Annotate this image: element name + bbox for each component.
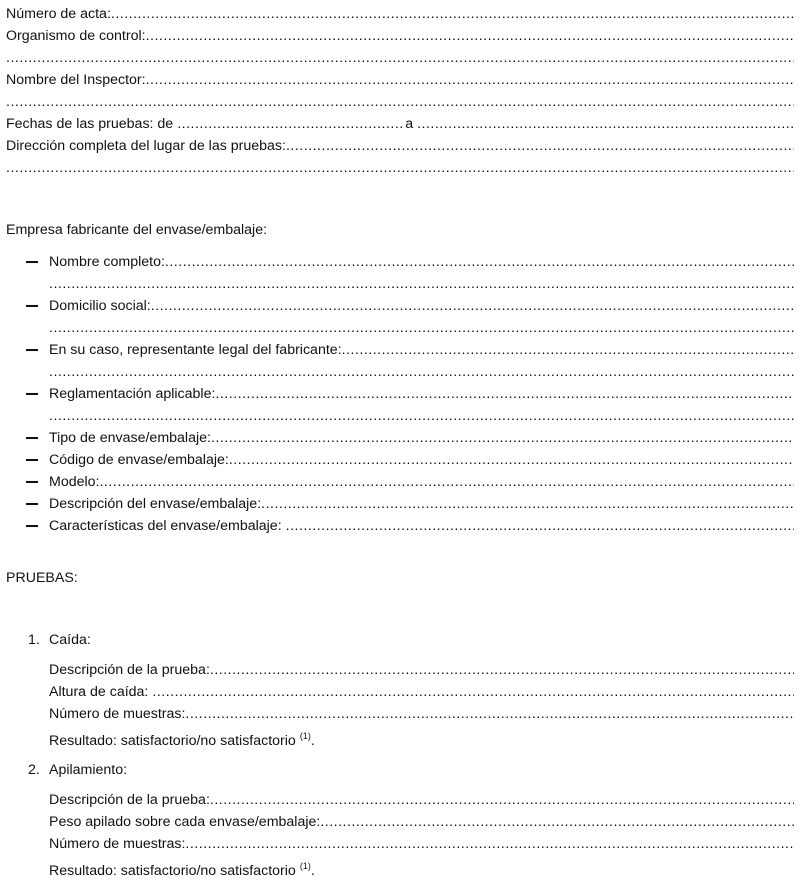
caida-muestras-dotted-field[interactable] — [185, 703, 794, 725]
bullet-dash — [26, 459, 38, 461]
bullet-dash — [26, 393, 38, 395]
organismo-continuation-line — [6, 47, 794, 69]
altura-dotted-field[interactable] — [152, 681, 794, 703]
inspector-dotted-field[interactable] — [146, 69, 794, 91]
fechas-line — [6, 113, 794, 135]
apilamiento-muestras-dotted-field[interactable] — [185, 833, 794, 855]
reglamentacion-dotted-field[interactable] — [215, 383, 794, 405]
acta-line — [6, 3, 794, 25]
nombre-completo-dotted-field-2[interactable] — [49, 273, 794, 295]
nombre-completo-dotted-field[interactable] — [165, 251, 794, 273]
bullet-dash — [26, 349, 38, 351]
direccion-dotted-field[interactable] — [286, 135, 794, 157]
caida-footnote-ref: (1) — [299, 731, 311, 741]
apilamiento-muestras-line — [49, 833, 794, 855]
caracteristicas-line — [49, 515, 794, 537]
descripcion-envase-dotted-field[interactable] — [261, 493, 794, 515]
caida-resultado-label: Resultado: satisfactorio/no satisfactorio — [49, 733, 296, 747]
apilamiento-descripcion-line — [49, 789, 794, 811]
acta-dotted-field[interactable] — [111, 3, 794, 25]
representante-dotted-field-2[interactable] — [49, 361, 794, 383]
representante-continuation-line — [49, 361, 794, 383]
representante-label: En su caso, representante legal del fabricante: — [49, 342, 342, 358]
apilamiento-descripcion-label: Descripción de la prueba: — [49, 792, 210, 808]
reglamentacion-line — [49, 383, 794, 405]
inspector-dotted-field-2[interactable] — [6, 91, 794, 113]
reglamentacion-dotted-field-2[interactable] — [49, 405, 794, 427]
caracteristicas-label: Características del envase/embalaje: — [49, 518, 282, 534]
peso-dotted-field[interactable] — [320, 811, 794, 833]
fechas-a-label: a — [405, 116, 414, 132]
caida-resultado-period: . — [310, 733, 315, 747]
representante-line — [49, 339, 794, 361]
modelo-line — [49, 471, 794, 493]
fechas-de-label: Fechas de las pruebas: de — [6, 116, 174, 132]
caida-title: Caída: — [49, 632, 91, 648]
caida-resultado-line — [49, 725, 794, 747]
inspector-continuation-line — [6, 91, 794, 113]
modelo-dotted-field[interactable] — [99, 471, 794, 493]
organismo-dotted-field[interactable] — [146, 25, 794, 47]
inspector-line — [6, 69, 794, 91]
bullet-dash — [26, 261, 38, 263]
direccion-dotted-field-2[interactable] — [6, 157, 794, 179]
codigo-label: Código de envase/embalaje: — [49, 452, 229, 468]
fecha-fin-dotted-field[interactable] — [417, 113, 794, 135]
domicilio-line — [49, 295, 794, 317]
direccion-line — [6, 135, 794, 157]
altura-label: Altura de caída: — [49, 684, 149, 700]
fecha-inicio-dotted-field[interactable] — [177, 113, 405, 135]
reglamentacion-continuation-line — [49, 405, 794, 427]
nombre-completo-label: Nombre completo: — [49, 254, 165, 270]
tipo-dotted-field[interactable] — [211, 427, 794, 449]
peso-line — [49, 811, 794, 833]
apilamiento-resultado-period: . — [310, 863, 315, 877]
nombre-completo-line — [49, 251, 794, 273]
apilamiento-muestras-label: Número de muestras: — [49, 836, 186, 852]
organismo-line — [6, 25, 794, 47]
apilamiento-title: Apilamiento: — [49, 762, 128, 778]
domicilio-dotted-field[interactable] — [151, 295, 794, 317]
caida-number: 1. — [28, 632, 40, 648]
codigo-dotted-field[interactable] — [229, 449, 794, 471]
altura-line — [49, 681, 794, 703]
caida-muestras-line — [49, 703, 794, 725]
bullet-dash — [26, 525, 38, 527]
modelo-label: Modelo: — [49, 474, 100, 490]
organismo-label: Organismo de control: — [6, 28, 146, 44]
acta-label: Número de acta: — [6, 6, 111, 22]
caida-muestras-label: Número de muestras: — [49, 706, 186, 722]
tipo-line — [49, 427, 794, 449]
bullet-dash — [26, 305, 38, 307]
organismo-dotted-field-2[interactable] — [6, 47, 794, 69]
tipo-label: Tipo de envase/embalaje: — [49, 430, 211, 446]
apilamiento-resultado-label: Resultado: satisfactorio/no satisfactorio — [49, 863, 296, 877]
domicilio-label: Domicilio social: — [49, 298, 151, 314]
empresa-heading: Empresa fabricante del envase/embalaje: — [6, 222, 268, 238]
peso-label: Peso apilado sobre cada envase/embalaje: — [49, 814, 321, 830]
caida-descripcion-dotted-field[interactable] — [210, 659, 794, 681]
domicilio-continuation-line — [49, 317, 794, 339]
descripcion-envase-label: Descripción del envase/embalaje: — [49, 496, 262, 512]
codigo-line — [49, 449, 794, 471]
caracteristicas-dotted-field[interactable] — [286, 515, 794, 537]
representante-dotted-field[interactable] — [342, 339, 794, 361]
caida-descripcion-line — [49, 659, 794, 681]
bullet-dash — [26, 437, 38, 439]
descripcion-envase-line — [49, 493, 794, 515]
domicilio-dotted-field-2[interactable] — [49, 317, 794, 339]
apilamiento-descripcion-dotted-field[interactable] — [210, 789, 794, 811]
bullet-dash — [26, 481, 38, 483]
inspector-label: Nombre del Inspector: — [6, 72, 146, 88]
direccion-continuation-line — [6, 157, 794, 179]
apilamiento-footnote-ref: (1) — [299, 861, 311, 871]
direccion-label: Dirección completa del lugar de las pruebas: — [6, 138, 286, 154]
pruebas-heading: PRUEBAS: — [6, 570, 78, 586]
nombre-completo-continuation-line — [49, 273, 794, 295]
apilamiento-number: 2. — [28, 762, 40, 778]
caida-descripcion-label: Descripción de la prueba: — [49, 662, 210, 678]
bullet-dash — [26, 503, 38, 505]
reglamentacion-label: Reglamentación aplicable: — [49, 386, 216, 402]
apilamiento-resultado-line — [49, 855, 794, 877]
